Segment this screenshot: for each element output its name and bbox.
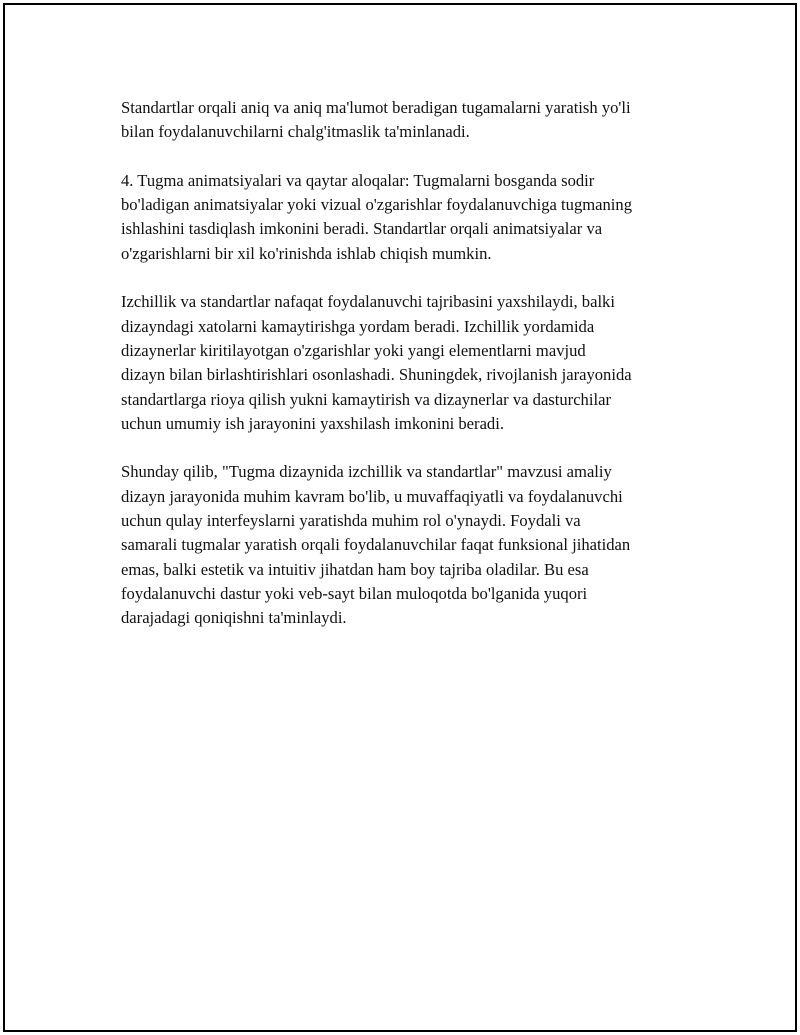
text-line: standartlarga rioya qilish yukni kamaytirish va dizaynerlar va dasturchilar bbox=[121, 389, 611, 409]
text-line: foydalanuvchi dastur yoki veb-sayt bilan muloqotda bo'lganida yuqori bbox=[121, 583, 588, 603]
text-line: Izchillik va standartlar nafaqat foydalanuvchi tajribasini yaxshilaydi, balki bbox=[121, 292, 615, 312]
text-line: bilan foydalanuvchilarni chalg'itmaslik ta'minlanadi. bbox=[121, 122, 470, 142]
text-line: Standartlar orqali aniq va aniq ma'lumot beradigan tugamalarni yaratish yo'li bbox=[121, 98, 631, 117]
text-line: samarali tugmalar yaratish orqali foydalanuvchilar faqat funksional jihatidan bbox=[121, 535, 631, 555]
text-line: dizayn bilan birlashtirishlari osonlashadi. Shuningdek, rivojlanish jarayonida bbox=[121, 365, 632, 385]
text-line: emas, balki estetik va intuitiv jihatdan ham boy tajriba oladilar. Bu esa bbox=[121, 559, 589, 579]
paragraph-standards-clarity bbox=[121, 96, 701, 145]
text-line: uchun umumiy ish jarayonini yaxshilash imkonini beradi. bbox=[121, 413, 504, 433]
text-line: o'zgarishlarni bir xil ko'rinishda ishlab chiqish mumkin. bbox=[121, 243, 492, 263]
text-line: 4. Tugma animatsiyalari va qaytar aloqalar: Tugmalarni bosganda sodir bbox=[121, 170, 595, 190]
text-line: bo'ladigan animatsiyalar yoki vizual o'zgarishlar foydalanuvchiga tugmaning bbox=[121, 195, 633, 215]
document-body bbox=[121, 96, 701, 655]
document-page bbox=[3, 3, 797, 1032]
paragraph-consistency-benefits bbox=[121, 290, 701, 436]
text-line: dizaynerlar kiritilayotgan o'zgarishlar yoki yangi elementlarni mavjud bbox=[121, 340, 586, 360]
paragraph-conclusion bbox=[121, 460, 701, 630]
text-line: dizayn jarayonida muhim kavram bo'lib, u muvaffaqiyatli va foydalanuvchi bbox=[121, 486, 623, 506]
text-line: darajadagi qoniqishni ta'minlaydi. bbox=[121, 608, 347, 628]
text-line: dizayndagi xatolarni kamaytirishga yordam beradi. Izchillik yordamida bbox=[121, 316, 595, 336]
text-line: ishlashini tasdiqlash imkonini beradi. Standartlar orqali animatsiyalar va bbox=[121, 219, 603, 239]
paragraph-button-animations bbox=[121, 169, 701, 266]
text-line: Shunday qilib, "Tugma dizaynida izchillik va standartlar" mavzusi amaliy bbox=[121, 462, 612, 482]
text-line: uchun qulay interfeyslarni yaratishda muhim rol o'ynaydi. Foydali va bbox=[121, 511, 581, 531]
